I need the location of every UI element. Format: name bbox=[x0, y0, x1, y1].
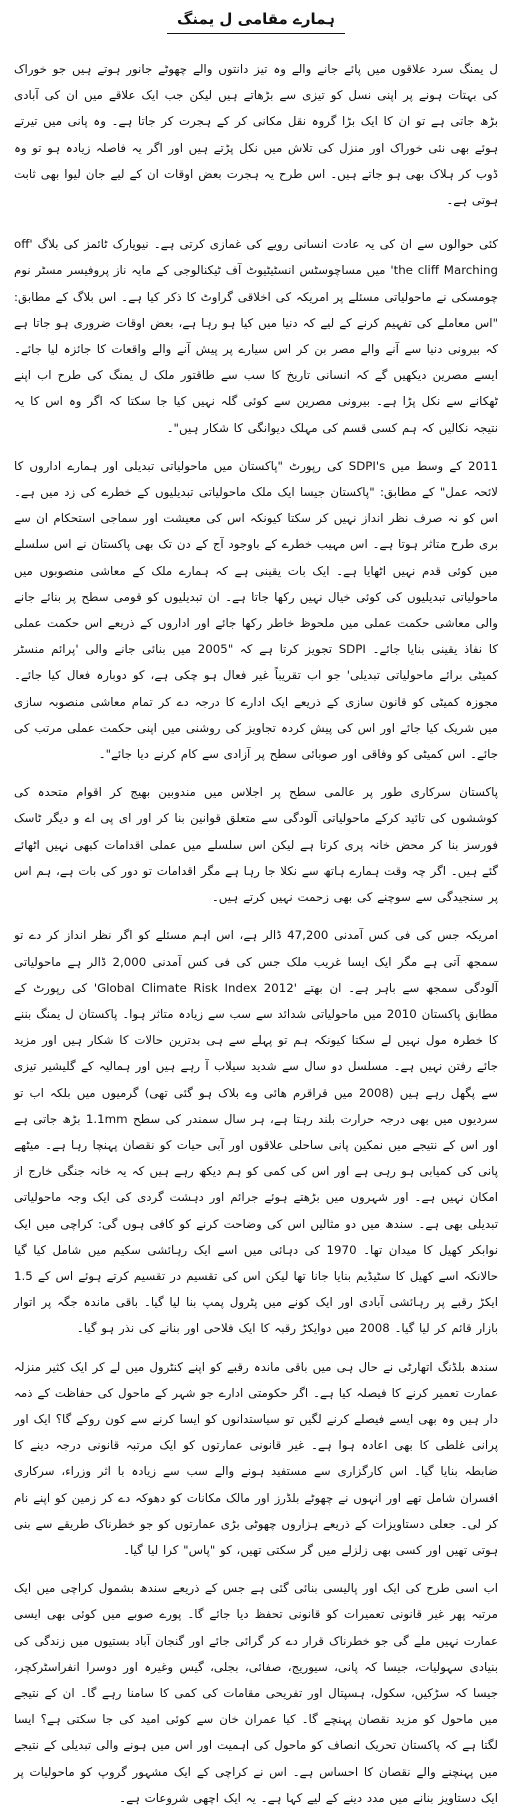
article-paragraph-6: سندھ بلڈنگ اتھارٹی نے حال ہی میں باقی ماندہ رقبے کو اپنے کنٹرول میں لے کر ایک کثیر منزلہ عمارت تعمیر کرنے کا فیصلہ کیا ہے۔ اگر حکومتی ادارے جو شہر کے ماحول کی حفاظت کے ذمہ دار ہیں وہ بھی ایسے فیصلے کرنے لگیں تو سیاستدانوں کو ایسا کرنے سے کون روکے گا؟ ایک اور پرانی غلطی کا بھی اعادہ ہوا ہے۔ غیر قانونی عمارتوں کو ایک مرتبہ قانونی درجہ دینے کا ضابطہ بنایا گیا۔ اس کارگزاری سے مستفید ہونے والے سب سے زیادہ با اثر وزراء، سرکاری افسران شامل تھے اور انہوں نے چھوٹے بلڈرز اور مالک مکانات کو دھوکہ دے کر زمین کو اپنے نام کر لی۔ جعلی دستاویزات کے ذریعے ہزاروں چھوٹی بڑی عمارتوں کو جو خطرناک طریقے سے بنی ہوتی تھیں اور کسی بھی زلزلے میں گر سکتی تھیں، کو "پاس" کرا لیا گیا۔ bbox=[14, 1359, 498, 1557]
article-paragraph-7: اب اسی طرح کی ایک اور پالیسی بنائی گئی ہے جس کے ذریعے سندھ بشمول کراچی میں ایک مرتبہ پھر غیر قانونی تعمیرات کو قانونی تحفظ دیا جائے گا۔ پورے صوبے میں کوئی بھی ایسی عمارت نہیں ملے گی جو خطرناک قرار دے کر گرائی جائے اور گنجان آباد بستیوں میں زندگی کی بنیادی سہولیات، جیسا کہ پانی، سیوریج، صفائی، بجلی، گیس وغیرہ اور دوسرا انفراسٹرکچر، جیسا کہ سڑکیں، سکول، ہسپتال اور تفریحی مقامات کی کمی کا سامنا رہے گا۔ ان کے نتیجے میں ماحول کو مزید نقصان پہنچے گا۔ کیا عمران خان سے کوئی امید کی جا سکتی ہے؟ ایسا لگتا ہے کہ پاکستان تحریک انصاف کو ماحول کی اہمیت اور اس میں ہونے والی تبدیلی کے نتیجے میں پہنچنے والے نقصان کا احساس ہے۔ اس نے کراچی کے ایک مشہور گروپ کو ماحولیات پر ایک دستاویز بنانے میں مدد دینے کے لیے کہا ہے۔ یہ ایک اچھی شروعات ہے۔ bbox=[14, 1581, 498, 1805]
article-paragraph-2: کئی حوالوں سے ان کی یہ عادت انسانی رویے کی غمازی کرتی ہے۔ نیویارک ٹائمز کی بلاگ 'off the cliff Marching' میں مساچوسٹس انسٹیٹیوٹ آف ٹیکنالوجی کے مایہ ناز پروفیسر مسٹر نوم چومسکی نے ماحولیاتی مسئلے پر امریکہ کی اخلاقی گراوٹ کا ذکر کیا ہے۔ اس بلاگ کے مطابق: "اس معاملے کی تفہیم کرنے کے لیے کہ دنیا میں کیا ہو رہا ہے، بعض اوقات ضروری ہو جاتا ہے کہ بیرونی دنیا سے آنے والے مصر بن کر اس سیارے پر پیش آنے والے واقعات کا جائزہ لیا جائے۔ ایسے مصرین دیکھیں گے کہ انسانی تاریخ کا سب سے طاقتور ملک ل یمنگ کی طرح اب اپنے ٹھکانے سے نکل پڑا ہے۔ بیرونی مصرین سے کوئی گلہ نہیں کیا جا سکتا کہ اگر وہ اس کا یہ نتیجہ نکالیں کہ ہم کسی قسم کی مہلک دیوانگی کا شکار ہیں"۔ bbox=[14, 237, 498, 435]
article-header bbox=[14, 8, 498, 34]
article-paragraph-3: 2011 کے وسط میں SDPI's کی رپورٹ "پاکستان میں ماحولیاتی تبدیلی اور ہمارے اداروں کا لائحہ عمل" کے مطابق: "پاکستان جیسا ایک ملک ماحولیاتی تبدیلیوں کے خطرے کی زد میں ہے۔ اس کو نہ صرف نظر انداز نہیں کر سکتا کیونکہ اس کی معیشت اور سماجی استحکام ان سے بری طرح متاثر ہوتا ہے۔ اس مہیب خطرے کے باوجود آج کے دن تک بھی پاکستان نے اس سلسلے میں کوئی قدم نہیں اٹھایا ہے۔ ایک بات یقینی ہے کہ ہمارے ملک کے معاشی منصوبوں میں ماحولیاتی تبدیلیوں کی کوئی خیال نہیں رکھا جاتا ہے۔ ان تبدیلیوں کو قومی سطح پر بنائے جانے والی معاشی حکمت عملی میں ملحوظ خاطر رکھا جائے اور اداروں کے ذریعے اس حکمت عملی کا نفاذ یقینی بنایا جائے۔ SDPI تجویز کرتا ہے کہ "2005 میں بنائی جانے والی 'پرائم منسٹر کمیٹی برائے ماحولیاتی تبدیلی' جو اب تقریباً غیر فعال ہو چکی ہے، کو دوبارہ فعال کیا جائے۔ مجوزہ کمیٹی کو قانون سازی کے ذریعے ایک ادارے کا درجہ دے کر تمام معاشی منصوبہ سازی میں شریک کیا جائے اور اس کی پیش کردہ تجاویز کی روشنی میں اپنی حکمت عملی مرتب کی جائے۔ اس کمیٹی کو وفاقی اور صوبائی سطح پر آزادی سے کام کرنے دیا جائے"۔ bbox=[14, 458, 498, 762]
article-paragraph-5: امریکہ جس کی فی کس آمدنی 47,200 ڈالر ہے، اس اہم مسئلے کو اگر نظر انداز کر دے تو سمجھ آتی ہے مگر ایک ایسا غریب ملک جس کی فی کس آمدنی 2,000 ڈالر ہے ماحولیاتی آلودگی سمجھ سے باہر ہے۔ ان بھتے '2012 Global Climate Risk Index' کی رپورٹ کے مطابق پاکستان 2010 میں ماحولیاتی شدائد سے سب سے زیادہ متاثر ہوا۔ پاکستان ل یمنگ بننے کا خطرہ مول نہیں لے سکتا کیونکہ ہم تو پہلے سے ہی بدترین حالات کا شکار ہیں اور مزید جائے رفتن نہیں ہے۔ مسلسل دو سال سے شدید سیلاب آ رہے ہیں اور ہمالیہ کے گلیشیر تیزی سے پگھل رہے ہیں (2008 میں قراقرم ھائی وے بلاک ہو گئی تھی) گرمیوں میں بلکہ اب تو سردیوں میں بھی درجہ حرارت بلند رہتا ہے، ہر سال سمندر کی سطح 1.1mm بڑھ جاتی ہے اور اس کے نتیجے میں نمکین پانی ساحلی علاقوں اور آبی حیات کو نقصان پہنچا رہا ہے۔ میٹھے پانی کی کمیابی ہو رہی ہے اور اس کی کمی کو ہم دیکھ رہے ہیں کہ یہ خانہ جنگی خارج از امکان نہیں ہے۔ اور شہروں میں بڑھتے ہوئے جرائم اور دہشت گردی کی ایک وجہ ماحولیاتی تبدیلی بھی ہے۔ سندھ میں دو مثالیں اس کی وضاحت کرنے کو کافی ہوں گی: کراچی میں ایک نوابکر کھیل کا میدان تھا۔ 1970 کی دہائی میں اسے ایک رہائشی سکیم میں شامل کیا گیا حالانکہ اسے کھیل کا سٹیڈیم بنایا جانا تھا لیکن اس کی تقسیم در تقسیم کرتے ہوئے اس کے 1.5 ایکڑ رقبے پر رہائشی آبادی اور ایک کونے میں پٹرول پمپ بنا لیا گیا۔ باقی ماندہ جگہ پر اتوار بازار قائم کر لیا گیا۔ 2008 میں دوایکڑ رقبہ کا ایک فلاحی اور بنانے کی نذر ہو گیا۔ bbox=[14, 928, 499, 1336]
article-paragraph-4: پاکستان سرکاری طور پر عالمی سطح پر اجلاس میں مندوبین بھیج کر اقوام متحدہ کی کوششوں کی تائید کرکے ماحولیاتی آلودگی سے متعلق قوانین بنا کر اور ای پی اے و دیگر ٹاسک فورسز بنا کر محض خانہ پری کرتا ہے لیکن اس سلسلے میں عملی اقدامات کبھی نہیں اٹھائے گئے ہیں۔ اگر چہ وقت ہمارے ہاتھ سے نکلا جا رہا ہے مگر اقدامات تو دور کی بات ہے، ہم اس پر سنجیدگی سے سوچنے کی بھی زحمت نہیں کرتے ہیں۔ bbox=[14, 785, 498, 905]
article-title: ہمارے مقامی ل یمنگ bbox=[167, 8, 345, 34]
article-body bbox=[14, 56, 498, 1811]
article-paragraph-1: ل یمنگ سرد علاقوں میں پائے جانے والے وہ تیز دانتوں والے چھوٹے جانور ہوتے ہیں جو خوراک کی بہتات ہونے پر اپنی نسل کو تیزی سے بڑھاتے ہیں لیکن جب ایک علاقے میں ان کی آبادی بڑھ جاتی ہے تو ان کا ایک بڑا گروہ نقل مکانی کر کے ہجرت کر جاتا ہے۔ وہ پانی میں تیرتے ہوئے بھی نئی خوراک اور منزل کی تلاش میں نکل پڑتے ہیں اور اگر یہ فاصلہ زیادہ ہو تو وہ ڈوب کر ہلاک بھی ہو جاتے ہیں۔ اس طرح یہ ہجرت بعض اوقات ان کے لیے جان لیوا بھی ثابت ہوتی ہے۔ bbox=[14, 62, 498, 208]
